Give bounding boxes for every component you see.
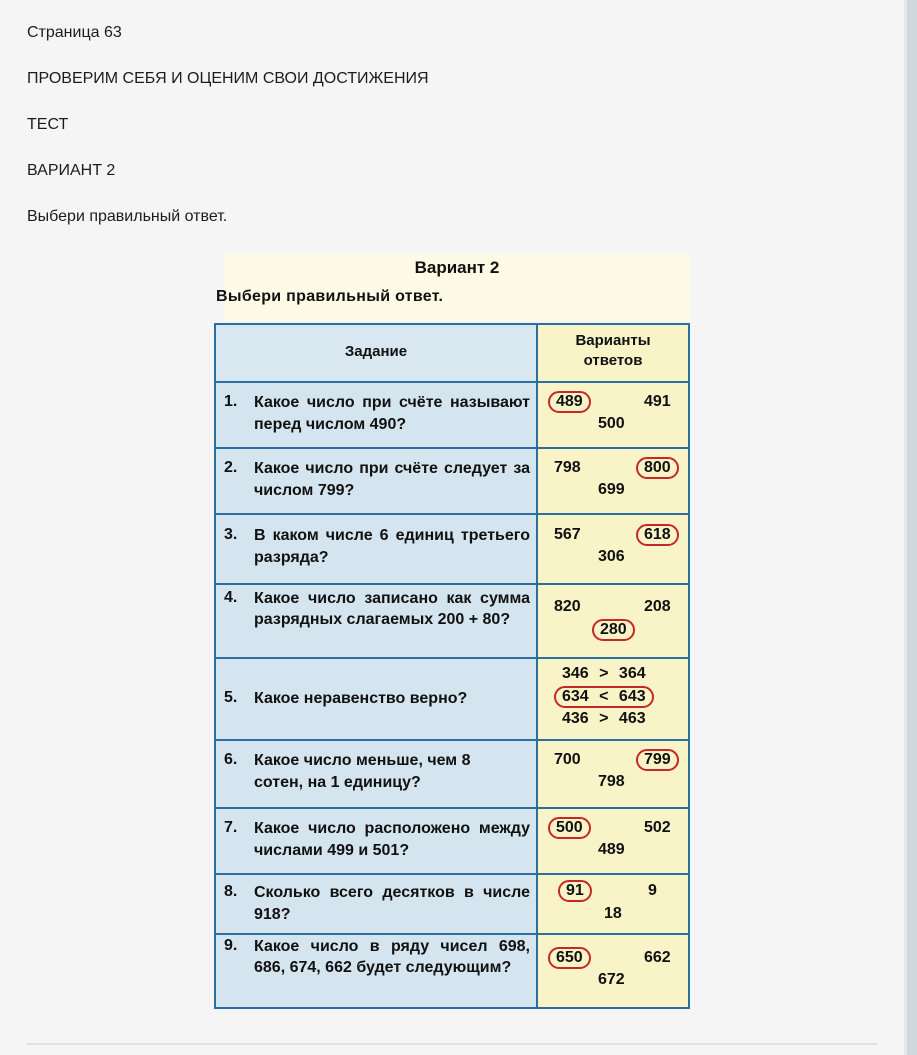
question-number: 1. bbox=[224, 393, 238, 410]
test-label: ТЕСТ bbox=[27, 116, 69, 133]
answer-option-correct: 489 bbox=[548, 391, 591, 413]
answer-option: 306 bbox=[598, 548, 625, 565]
question-text: Какое число записано как сумма разрядных слагаемых 200 + 80? bbox=[254, 590, 530, 628]
answer-cell bbox=[538, 585, 688, 657]
answer-option: 436 > 463 bbox=[562, 710, 646, 727]
answer-option-correct: 618 bbox=[636, 524, 679, 546]
question-number: 8. bbox=[224, 883, 238, 900]
table-row bbox=[216, 659, 688, 739]
header-answers-line1: Варианты bbox=[575, 332, 651, 349]
header-answers-line2: ответов bbox=[583, 352, 643, 369]
answer-cell bbox=[538, 935, 688, 1007]
answer-cell bbox=[538, 741, 688, 807]
answer-option-correct: 634 < 643 bbox=[554, 686, 654, 708]
table-row bbox=[216, 515, 688, 583]
answer-option: 798 bbox=[598, 773, 625, 790]
bottom-divider bbox=[27, 1043, 877, 1045]
textbook-test-image bbox=[212, 253, 692, 1013]
scan-instruction: Выбери правильный ответ. bbox=[216, 288, 444, 305]
answer-cell bbox=[538, 809, 688, 873]
question-cell bbox=[216, 659, 536, 739]
answer-option: 9 bbox=[648, 882, 657, 899]
page-scrollbar[interactable] bbox=[907, 0, 917, 1055]
question-text: В каком числе 6 единиц третьего разряда? bbox=[254, 527, 530, 566]
answer-option: 699 bbox=[598, 481, 625, 498]
header-task-label: Задание bbox=[344, 343, 408, 360]
question-number: 9. bbox=[224, 937, 238, 954]
question-cell bbox=[216, 935, 536, 1007]
question-text: Какое число меньше, чем 8 сотен, на 1 единицу? bbox=[254, 752, 471, 791]
answer-cell bbox=[538, 875, 688, 933]
question-cell bbox=[216, 449, 536, 513]
answer-option: 662 bbox=[644, 949, 671, 966]
answer-option: 208 bbox=[644, 598, 671, 615]
header-task bbox=[216, 325, 536, 381]
table-row bbox=[216, 383, 688, 447]
question-text: Какое число при счёте следует за числом 799? bbox=[254, 460, 530, 499]
question-number: 4. bbox=[224, 589, 238, 606]
answer-option: 18 bbox=[604, 905, 622, 922]
question-text: Какое число расположено между числами 499 и 501? bbox=[254, 820, 530, 859]
answer-option-correct: 650 bbox=[548, 947, 591, 969]
answer-option: 491 bbox=[644, 393, 671, 410]
answer-cell bbox=[538, 383, 688, 447]
answer-cell bbox=[538, 659, 688, 739]
scan-header bbox=[224, 253, 690, 321]
question-cell bbox=[216, 809, 536, 873]
answer-option: 820 bbox=[554, 598, 581, 615]
answer-option: 798 bbox=[554, 459, 581, 476]
question-number: 6. bbox=[224, 751, 238, 768]
page-number: Страница 63 bbox=[27, 24, 122, 41]
table-row bbox=[216, 449, 688, 513]
table-row bbox=[216, 741, 688, 807]
answer-option: 489 bbox=[598, 841, 625, 858]
question-number: 2. bbox=[224, 459, 238, 476]
table-row bbox=[216, 809, 688, 873]
answer-option-correct: 280 bbox=[592, 619, 635, 641]
answer-option-correct: 800 bbox=[636, 457, 679, 479]
question-number: 5. bbox=[224, 689, 238, 706]
answer-option: 502 bbox=[644, 819, 671, 836]
question-cell bbox=[216, 515, 536, 583]
table-row bbox=[216, 875, 688, 933]
instruction-text: Выбери правильный ответ. bbox=[27, 208, 228, 225]
answer-cell bbox=[538, 449, 688, 513]
answer-option: 700 bbox=[554, 751, 581, 768]
question-number: 3. bbox=[224, 526, 238, 543]
section-heading: ПРОВЕРИМ СЕБЯ И ОЦЕНИМ СВОИ ДОСТИЖЕНИЯ bbox=[27, 70, 429, 87]
question-text: Сколько всего десятков в числе 918? bbox=[254, 884, 530, 923]
answer-option: 672 bbox=[598, 971, 625, 988]
table-row bbox=[216, 585, 688, 657]
question-cell bbox=[216, 741, 536, 807]
answer-option-correct: 799 bbox=[636, 749, 679, 771]
scan-variant-title: Вариант 2 bbox=[414, 258, 500, 277]
table-row bbox=[216, 935, 688, 1007]
question-text: Какое неравенство верно? bbox=[254, 690, 468, 707]
question-cell bbox=[216, 383, 536, 447]
answer-option-correct: 500 bbox=[548, 817, 591, 839]
question-number: 7. bbox=[224, 819, 238, 836]
answer-cell bbox=[538, 515, 688, 583]
question-text: Какое число при счёте называют перед числом 490? bbox=[254, 394, 530, 433]
question-cell bbox=[216, 875, 536, 933]
question-cell bbox=[216, 585, 536, 657]
test-table bbox=[214, 323, 690, 1009]
question-text: Какое число в ряду чисел 698, 686, 674, 662 будет следующим? bbox=[254, 938, 530, 976]
header-answers bbox=[538, 325, 688, 381]
answer-option: 500 bbox=[598, 415, 625, 432]
variant-label: ВАРИАНТ 2 bbox=[27, 162, 116, 179]
answer-option-correct: 91 bbox=[558, 880, 592, 902]
answer-option: 346 > 364 bbox=[562, 665, 646, 682]
answer-option: 567 bbox=[554, 526, 581, 543]
